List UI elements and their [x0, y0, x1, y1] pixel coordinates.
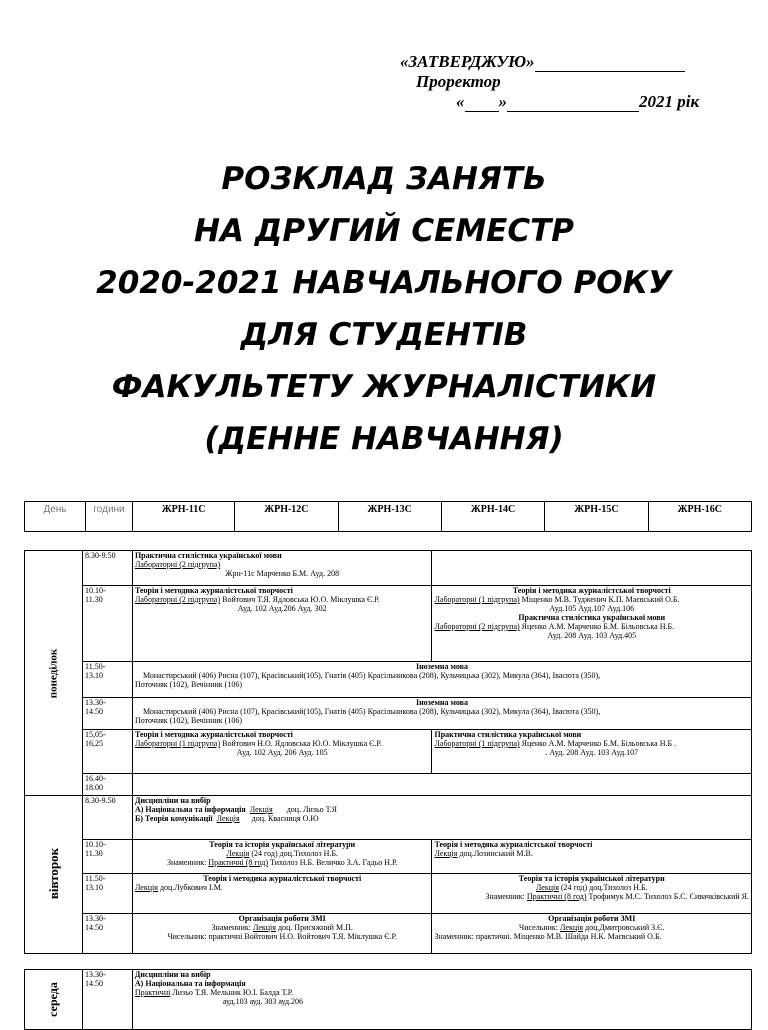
teachers: Войтович Н.О. Ядловська Ю.О. Міклушка Є.Р. — [220, 739, 382, 748]
header-group: ЖРН-16С — [648, 502, 751, 532]
header-day: День — [25, 502, 86, 532]
time-cell: 10.10- 11.30 — [82, 586, 132, 662]
subject: Дисципліни на вибір — [134, 970, 211, 979]
day-label: понеділок — [46, 648, 59, 698]
table-row — [25, 970, 752, 1030]
table-row — [25, 774, 752, 796]
month-blank — [507, 95, 639, 112]
lesson-type: Лабораторні (1 підгрупа) — [134, 739, 221, 748]
week-label: Знаменник: — [211, 923, 253, 932]
lesson-cell — [132, 551, 432, 586]
subject: Теорія і методика журналістської творчості — [434, 840, 593, 849]
header-group: ЖРН-13С — [338, 502, 441, 532]
table-row — [25, 551, 752, 586]
header-hours: години — [86, 502, 133, 532]
rooms: ауд.103 ауд. 303 ауд.206 — [222, 997, 304, 1006]
lesson-type: Лекція — [560, 923, 584, 932]
table-row — [25, 662, 752, 698]
day-cell-tuesday — [25, 796, 83, 954]
lesson-cell — [432, 730, 752, 774]
lesson-cell — [132, 586, 432, 662]
approval-line1: «ЗАТВЕРДЖУЮ» — [400, 52, 535, 71]
subject: Теорія і методика журналістської творчості — [203, 874, 362, 883]
lesson-cell — [432, 874, 752, 914]
approval-year: 2021 рік — [639, 92, 700, 111]
lesson-type: Лекція — [249, 805, 273, 814]
subject: Теорія і методика журналістської творчості — [512, 586, 671, 595]
lesson-type: Лабораторні (2 підгрупа) — [134, 595, 221, 604]
teachers: Монастирський (406) Рисна (107), Красівський(105), Гнатів (405) Красільникова (208), Кульчицька (302), Микула (364), Івасюта (350), — [142, 671, 601, 680]
lesson-type: Лекція — [226, 849, 250, 858]
date-open: « — [456, 92, 465, 111]
subject: Теорія і методика журналістської творчості — [134, 586, 293, 595]
rooms: Ауд.105 Ауд.107 Ауд.106 — [549, 604, 635, 613]
lesson-cell — [132, 796, 751, 840]
day-label: середа — [45, 981, 60, 1017]
signature-blank — [535, 55, 685, 72]
rooms: Ауд. 102 Ауд.206 Ауд. 302 — [237, 604, 327, 613]
title-line: 2020-2021 НАВЧАЛЬНОГО РОКУ — [96, 265, 672, 301]
lesson-cell-empty — [432, 551, 752, 586]
schedule-table — [24, 550, 752, 954]
lesson-cell — [132, 970, 751, 1030]
teachers: Яценко А.М. Марченко Б.М. Більовська Н.Б . — [519, 739, 677, 748]
lesson-cell — [132, 662, 751, 698]
lesson-type: Практичні — [134, 988, 171, 997]
lesson-cell — [132, 874, 432, 914]
document-title — [0, 153, 768, 465]
teacher: доц. Лизьо Т.Я — [286, 805, 338, 814]
lesson-type: Лекція — [535, 883, 559, 892]
time-cell: 8.30-9.50 — [82, 796, 132, 840]
table-row — [25, 586, 752, 662]
header-group: ЖРН-11С — [133, 502, 235, 532]
table-row — [25, 796, 752, 840]
lesson-cell — [132, 698, 751, 730]
time-cell: 13.30- 14.50 — [82, 914, 132, 954]
teachers: Тихолоз Н.Б. Величко З.А. Гадьо Н.Р. — [268, 858, 398, 867]
subject: Теорія та історія української літератури — [518, 874, 665, 883]
lesson-type: Лабораторні (2 підгрупа) — [134, 560, 221, 569]
elective-a: А) Національна та інформація — [134, 805, 246, 814]
subject: Дисципліни на вибір — [134, 796, 211, 805]
lesson-cell — [432, 840, 752, 874]
header-group: ЖРН-14С — [441, 502, 544, 532]
lesson-cell — [432, 914, 752, 954]
header-group: ЖРН-15С — [545, 502, 648, 532]
subject: Практична стилістика української мови — [134, 551, 282, 560]
title-line: ФАКУЛЬТЕТУ ЖУРНАЛІСТИКИ — [111, 369, 657, 405]
teachers: Чисельник: практичні Войтович Н.О. Войтович Т.Я. Міклушка Є.Р. — [167, 932, 397, 941]
header-group: ЖРН-12С — [235, 502, 338, 532]
lesson-type: Лекція — [434, 849, 458, 858]
teachers: Монастирський (406) Рисна (107), Красівський(105), Гнатів (405) Красільникова (208), Кульчицька (302), Микула (364), Івасюта (350), — [142, 707, 601, 716]
approval-line2: Проректор — [416, 72, 501, 91]
time-cell: 16.40- 18.00 — [82, 774, 132, 796]
subject: Організація роботи ЗМІ — [238, 914, 326, 923]
lesson-cell — [432, 586, 752, 662]
lesson-cell-empty — [132, 774, 751, 796]
schedule-table-wednesday — [24, 969, 752, 1030]
date-mid: » — [498, 92, 507, 111]
lesson-detail: Жрн-11с Марченко Б.М. Ауд. 208 — [225, 569, 340, 578]
teachers: Знаменник: практичні. Міщенко М.В. Шайда Н.К. Маєвський О.Б. — [434, 932, 662, 941]
lesson-cell — [132, 840, 432, 874]
elective-b: Б) Теорія комунікації — [134, 814, 213, 823]
time-cell: 10.10- 11.30 — [82, 840, 132, 874]
approval-block — [400, 52, 740, 112]
week-label: Знаменник: — [166, 858, 209, 867]
teachers: Войтович Т.Я. Ядловська Ю.О. Міклушка Є.Р. — [220, 595, 380, 604]
week-label: Знаменник: — [485, 892, 527, 901]
lesson-type: Практичні (8 год) — [526, 892, 587, 901]
lesson-type: Лекція — [252, 923, 276, 932]
week-label: Чисельник: — [519, 923, 561, 932]
teacher: доц. Присяжний М.П. — [275, 923, 353, 932]
teachers: Поточняк (102), Вечінник (106) — [134, 716, 242, 725]
day-label: вівторок — [45, 847, 61, 900]
subject: Іноземна мова — [415, 662, 468, 671]
table-row — [25, 914, 752, 954]
title-line: НА ДРУГИЙ СЕМЕСТР — [194, 213, 574, 249]
teacher: доц.Лозинський М.В. — [457, 849, 533, 858]
teachers: Яценко А.М. Марченко Б.М. Більовська Н.Б. — [519, 622, 675, 631]
teachers: Міщенко М.В. Тудженич К.П. Маєвський О.Б. — [519, 595, 680, 604]
teacher: (24 год) доц.Тихолоз Н.Б. — [558, 883, 648, 892]
subject: Теорія та історія української літератури — [209, 840, 356, 849]
time-cell: 11.50- 13.10 — [82, 874, 132, 914]
time-cell: 15,05- 16,25 — [82, 730, 132, 774]
lesson-type: Практичні (8 год) — [208, 858, 269, 867]
time-cell: 8.30-9.50 — [82, 551, 132, 586]
teacher: доц.Дмитровський З.Є. — [583, 923, 665, 932]
subject: Теорія і методика журналістської творчості — [134, 730, 293, 739]
lesson-type: Лекція — [134, 883, 158, 892]
table-row — [25, 730, 752, 774]
lesson-cell — [132, 914, 432, 954]
teacher: доц. Квасниця О.Ю — [251, 814, 319, 823]
day-cell-monday — [25, 551, 83, 796]
subject: Іноземна мова — [415, 698, 468, 707]
teachers: Поточняк (102), Вечінник (106) — [134, 680, 242, 689]
lesson-type: Лабораторні (1 підгрупа) — [434, 739, 520, 748]
elective-a: А) Національна та інформація — [134, 979, 246, 988]
subject: Практична стилістика української мови — [518, 613, 666, 622]
teachers: Трофимук М.С. Тихолоз Б.С. Сивачківський Я. — [586, 892, 749, 901]
rooms: . Ауд. 208 Ауд. 103 Ауд.107 — [545, 748, 639, 757]
time-cell: 13.30- 14.50 — [82, 698, 132, 730]
rooms: Ауд. 102 Ауд. 206 Ауд. 105 — [236, 748, 328, 757]
day-blank — [465, 95, 499, 112]
time-cell: 13.30- 14.50 — [82, 970, 132, 1030]
lesson-type: Лабораторні (1 підгрупа) — [434, 595, 520, 604]
teacher: доц.Лубкович І.М. — [157, 883, 223, 892]
title-line: ДЛЯ СТУДЕНТІВ — [240, 317, 528, 353]
teacher: (24 год) доц.Тихолоз Н.Б. — [249, 849, 339, 858]
subject: Практична стилістика української мови — [434, 730, 582, 739]
lesson-type: Лекція — [216, 814, 240, 823]
subject: Організація роботи ЗМІ — [548, 914, 636, 923]
title-line: (ДЕННЕ НАВЧАННЯ) — [204, 421, 564, 457]
rooms: Ауд. 208 Ауд. 103 Ауд.405 — [547, 631, 637, 640]
lesson-cell — [132, 730, 432, 774]
schedule-header-table — [24, 501, 752, 532]
teachers: Лизьо Т.Я. Мельник Ю.І. Балда Т.Р. — [170, 988, 294, 997]
table-row — [25, 698, 752, 730]
table-row — [25, 840, 752, 874]
day-cell-wednesday — [25, 970, 83, 1030]
table-row — [25, 874, 752, 914]
time-cell: 11.50- 13.10 — [82, 662, 132, 698]
lesson-type: Лабораторні (2 підгрупа) — [434, 622, 520, 631]
title-line: РОЗКЛАД ЗАНЯТЬ — [221, 161, 547, 197]
